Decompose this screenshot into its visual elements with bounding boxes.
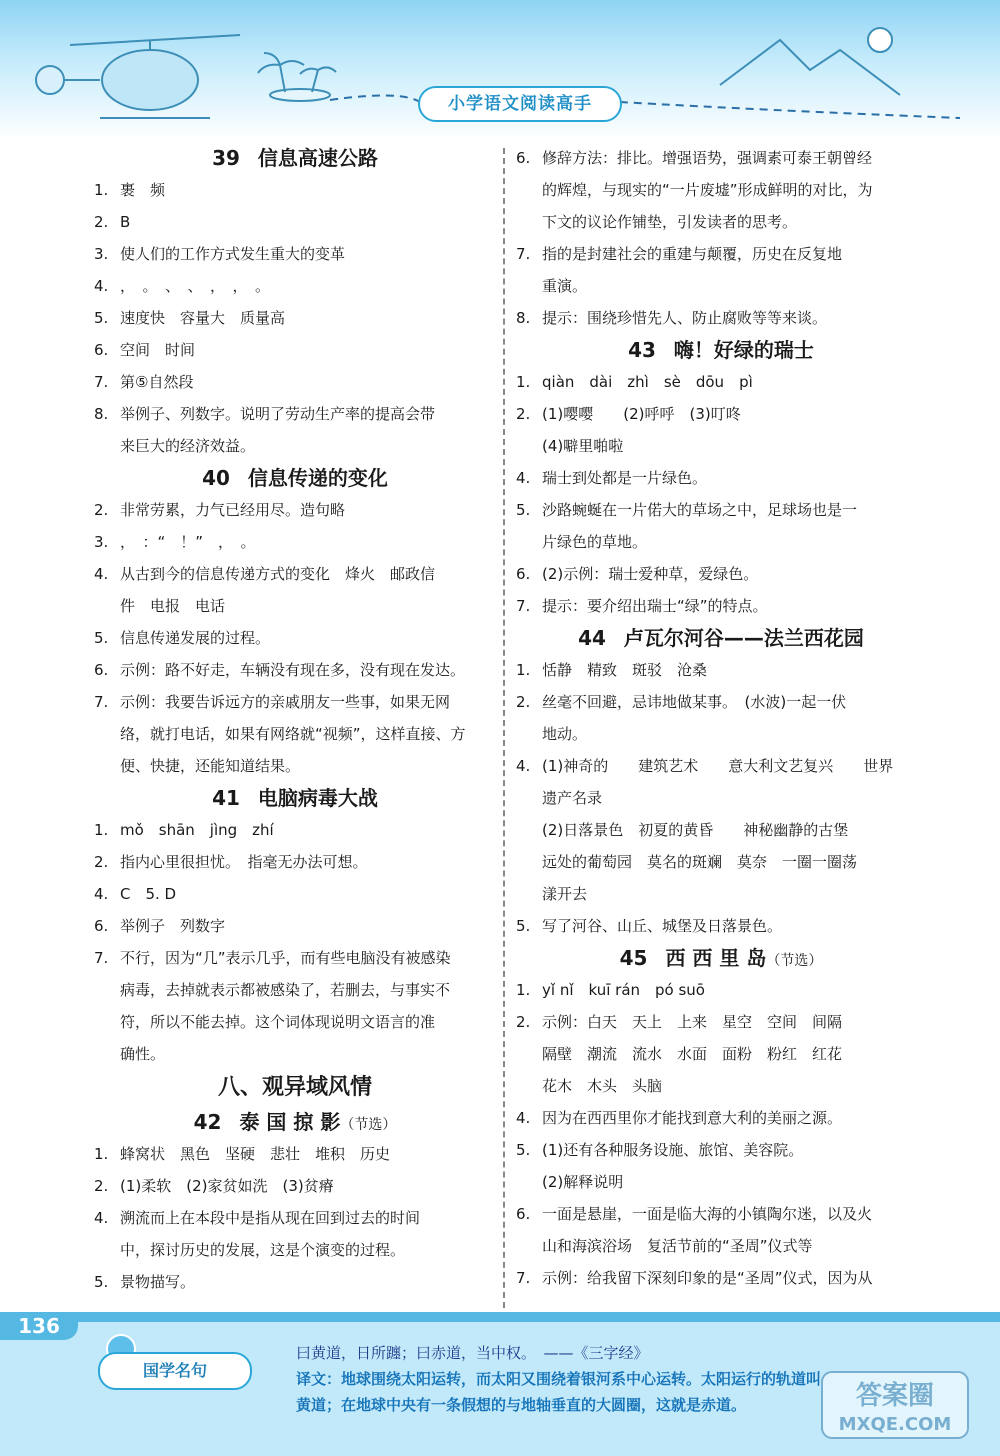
answer-item	[94, 174, 496, 206]
item-number: 2.	[94, 1177, 109, 1195]
answer-continuation: 络，就打电话，如果有网络就“视频”，这样直接、方	[120, 725, 466, 743]
item-number: 4.	[516, 469, 531, 487]
item-number: 4.	[94, 885, 109, 903]
answer-item	[516, 686, 926, 718]
item-text: (1)还有各种服务设施、旅馆、美容院。	[542, 1141, 804, 1159]
answer-item	[94, 846, 496, 878]
item-number: 3.	[94, 533, 109, 551]
section-heading	[94, 142, 496, 174]
item-number: 7.	[516, 245, 531, 263]
item-number: 8.	[94, 405, 109, 423]
answer-item	[516, 654, 926, 686]
item-text: 提示：围绕珍惜先人、防止腐败等等来谈。	[542, 309, 828, 327]
item-text: 举例子 列数字	[120, 917, 226, 935]
answer-item	[94, 494, 496, 526]
item-text: 非常劳累，力气已经用尽。造句略	[120, 501, 346, 519]
answer-item	[516, 462, 926, 494]
item-number: 5.	[516, 501, 531, 519]
item-number: 2.	[516, 1013, 531, 1031]
answer-item	[94, 334, 496, 366]
section-heading	[516, 334, 926, 366]
section-number: 44	[578, 626, 606, 650]
item-number: 2.	[94, 853, 109, 871]
item-number: 6.	[516, 565, 531, 583]
item-text: 指内心里很担忧。 指毫无办法可想。	[120, 853, 368, 871]
answer-item	[516, 750, 926, 782]
answer-item	[94, 1170, 496, 1202]
translation-line-2: 黄道；在地球中央有一条假想的与地轴垂直的大圆圈，这就是赤道。	[296, 1396, 747, 1414]
quote-line: 曰黄道，日所躔；曰赤道，当中权。 ——《三字经》	[296, 1344, 649, 1362]
item-text: 信息传递发展的过程。	[120, 629, 271, 647]
answer-item	[516, 238, 926, 270]
answer-item	[516, 558, 926, 590]
header-banner	[0, 0, 1000, 140]
page-number: 136	[0, 1312, 78, 1340]
answer-item	[94, 302, 496, 334]
item-number: 4.	[516, 1109, 531, 1127]
item-text: (1)嘤嘤 (2)呼呼 (3)叮咚	[542, 405, 741, 423]
item-number: 1.	[94, 821, 109, 839]
section-title: 信息高速公路	[257, 146, 378, 170]
answer-item	[94, 526, 496, 558]
helicopter-icon	[36, 35, 240, 118]
item-number: 1.	[516, 661, 531, 679]
item-text: 恬静 精致 斑驳 沧桑	[542, 661, 708, 679]
answer-item	[516, 398, 926, 430]
answer-continuation: 远处的葡萄园 莫名的斑斓 莫奈 一圈一圈荡	[542, 853, 858, 871]
answer-continuation: 来巨大的经济效益。	[120, 437, 256, 455]
section-number: 39	[212, 146, 240, 170]
answer-continuation: 中，探讨历史的发展，这是个演变的过程。	[120, 1241, 406, 1259]
item-text: B	[120, 213, 131, 231]
answer-item	[516, 1006, 926, 1038]
item-text: (2)示例：瑞士爱种草，爱绿色。	[542, 565, 759, 583]
item-text: 写了河谷、山丘、城堡及日落景色。	[542, 917, 783, 935]
item-text: yǐ nǐ kuī rán pó suō	[542, 981, 705, 999]
answer-item	[516, 494, 926, 526]
answer-continuation: 重演。	[542, 277, 588, 295]
item-number: 1.	[94, 1145, 109, 1163]
section-heading	[94, 462, 496, 494]
item-number: 6.	[516, 149, 531, 167]
answer-item	[516, 1198, 926, 1230]
item-text: 裹 频	[120, 181, 166, 199]
section-note: （节选）	[340, 1117, 397, 1133]
answer-continuation: (2)日落景色 初夏的黄昏 神秘幽静的古堡	[542, 821, 849, 839]
item-text: qiàn dài zhì sè dōu pì	[542, 373, 753, 391]
item-text: 丝毫不回避，忌讳地做某事。 (水波)一起一伏	[542, 693, 847, 711]
quote-badge: 国学名句	[98, 1352, 252, 1390]
item-text: 溯流而上在本段中是指从现在回到过去的时间	[120, 1209, 421, 1227]
section-number: 41	[212, 786, 240, 810]
watermark-url: MXQE.COM	[838, 1414, 952, 1435]
answer-continuation: (4)噼里啪啦	[542, 437, 624, 455]
answer-continuation: 的辉煌，与现实的“一片废墟”形成鲜明的对比，为	[542, 181, 873, 199]
answer-item	[94, 942, 496, 974]
answer-item	[94, 366, 496, 398]
answer-item	[94, 558, 496, 590]
item-text: ， 。 、 、 ， ， 。	[120, 277, 271, 295]
item-text: 使人们的工作方式发生重大的变革	[120, 245, 346, 263]
answer-continuation: 花木 木头 头脑	[542, 1077, 663, 1095]
section-number: 40	[202, 466, 230, 490]
answer-item	[516, 302, 926, 334]
item-text: 蜂窝状 黑色 坚硬 悲壮 堆积 历史	[120, 1145, 391, 1163]
item-number: 3.	[94, 245, 109, 263]
item-number: 6.	[94, 917, 109, 935]
answer-item	[94, 1266, 496, 1298]
section-number: 45	[619, 946, 648, 970]
item-text: 举例子、列数字。说明了劳动生产率的提高会带	[120, 405, 436, 423]
answer-item	[94, 398, 496, 430]
item-text: 瑞士到处都是一片绿色。	[542, 469, 708, 487]
answer-continuation: 符，所以不能去掉。这个词体现说明文语言的准	[120, 1013, 436, 1031]
item-text: 示例：白天 天上 上来 星空 空间 间隔	[542, 1013, 843, 1031]
section-title: 信息传递的变化	[247, 466, 388, 490]
item-text: 一面是悬崖，一面是临大海的小镇陶尔迷，以及火	[542, 1205, 873, 1223]
section-number: 43	[628, 338, 656, 362]
column-divider	[503, 148, 505, 1318]
answer-continuation: 便、快捷，还能知道结果。	[120, 757, 301, 775]
item-number: 7.	[516, 1269, 531, 1287]
answer-item	[94, 206, 496, 238]
answer-continuation: 漾开去	[542, 885, 588, 903]
right-column	[516, 142, 926, 1294]
item-number: 5.	[94, 309, 109, 327]
answer-continuation: 山和海滨浴场 复活节前的“圣周”仪式等	[542, 1237, 813, 1255]
section-heading	[516, 622, 926, 654]
section-heading	[516, 942, 926, 974]
item-number: 1.	[516, 981, 531, 999]
mountain-icon	[720, 28, 900, 95]
answer-item	[94, 1202, 496, 1234]
watermark-logo	[820, 1370, 970, 1440]
answer-item	[94, 622, 496, 654]
section-title: 泰 国 掠 影	[239, 1110, 341, 1134]
answer-continuation: 隔壁 潮流 流水 水面 面粉 粉红 红花	[542, 1045, 843, 1063]
answer-continuation: 片绿色的草地。	[542, 533, 648, 551]
item-number: 7.	[516, 597, 531, 615]
item-number: 4.	[94, 1209, 109, 1227]
section-title: 嗨！好绿的瑞士	[673, 338, 814, 362]
item-number: 1.	[516, 373, 531, 391]
item-number: 4.	[516, 757, 531, 775]
answer-item	[516, 590, 926, 622]
left-column	[94, 142, 496, 1298]
answer-continuation: 病毒，去掉就表示都被感染了，若删去，与事实不	[120, 981, 451, 999]
item-text: 景物描写。	[120, 1273, 196, 1291]
page-bar	[0, 1312, 1000, 1322]
answer-item	[516, 142, 926, 174]
answer-item	[94, 910, 496, 942]
section-title: 卢瓦尔河谷——法兰西花园	[623, 626, 864, 650]
item-text: 修辞方法：排比。增强语势，强调素可泰王朝曾经	[542, 149, 873, 167]
item-number: 5.	[516, 1141, 531, 1159]
item-number: 5.	[94, 629, 109, 647]
answer-continuation: 确性。	[120, 1045, 166, 1063]
item-text: 速度快 容量大 质量高	[120, 309, 286, 327]
item-text: (1)神奇的 建筑艺术 意大利文艺复兴 世界	[542, 757, 894, 775]
item-number: 6.	[94, 341, 109, 359]
item-text: C 5. D	[120, 885, 177, 903]
palm-tree-icon	[258, 53, 336, 101]
item-number: 4.	[94, 277, 109, 295]
item-number: 7.	[94, 693, 109, 711]
answer-item	[516, 1262, 926, 1294]
answer-continuation: 地动。	[542, 725, 588, 743]
watermark-text: 答案圈	[855, 1381, 935, 1411]
answer-item	[94, 686, 496, 718]
item-number: 6.	[516, 1205, 531, 1223]
answer-continuation: 下文的议论作铺垫，引发读者的思考。	[542, 213, 798, 231]
answer-item	[516, 1102, 926, 1134]
item-number: 2.	[516, 693, 531, 711]
answer-item	[94, 654, 496, 686]
series-title: 小学语文阅读高手	[418, 86, 622, 122]
item-number: 1.	[94, 181, 109, 199]
item-number: 2.	[516, 405, 531, 423]
section-heading	[94, 1106, 496, 1138]
item-text: 不行，因为“几”表示几乎，而有些电脑没有被感染	[120, 949, 451, 967]
answer-continuation: 遗产名录	[542, 789, 603, 807]
answer-continuation: 件 电报 电话	[120, 597, 226, 615]
item-text: 示例：给我留下深刻印象的是“圣周”仪式，因为从	[542, 1269, 873, 1287]
item-text: 因为在西西里你才能找到意大利的美丽之源。	[542, 1109, 843, 1127]
answer-item	[94, 1138, 496, 1170]
item-number: 8.	[516, 309, 531, 327]
item-text: 示例：路不好走，车辆没有现在多，没有现在发达。	[120, 661, 466, 679]
translation-line: 译文：地球围绕太阳运转，而太阳又围绕着银河系中心运转。太阳运行的轨道叫	[296, 1370, 822, 1388]
item-number: 7.	[94, 949, 109, 967]
item-number: 5.	[94, 1273, 109, 1291]
item-number: 6.	[94, 661, 109, 679]
section-heading	[94, 782, 496, 814]
item-number: 2.	[94, 501, 109, 519]
answer-item	[516, 974, 926, 1006]
item-text: 第⑤自然段	[120, 373, 194, 391]
section-note: （节选）	[766, 953, 823, 969]
answer-item	[516, 366, 926, 398]
unit-heading: 八、观异域风情	[217, 1075, 372, 1100]
item-text: 指的是封建社会的重建与颠覆，历史在反复地	[542, 245, 843, 263]
item-text: ， ：“ ！” ， 。	[120, 533, 256, 551]
item-number: 2.	[94, 213, 109, 231]
answer-item	[94, 814, 496, 846]
answer-item	[94, 270, 496, 302]
section-title: 电脑病毒大战	[257, 786, 378, 810]
item-text: 从古到今的信息传递方式的变化 烽火 邮政信	[120, 565, 436, 583]
section-title: 西 西 里 岛	[665, 946, 767, 970]
answer-continuation: (2)解释说明	[542, 1173, 624, 1191]
item-number: 4.	[94, 565, 109, 583]
answer-item	[94, 878, 496, 910]
answer-item	[94, 238, 496, 270]
item-number: 7.	[94, 373, 109, 391]
section-number: 42	[193, 1110, 222, 1134]
item-text: 沙路蜿蜒在一片偌大的草场之中，足球场也是一	[542, 501, 858, 519]
item-text: 空间 时间	[120, 341, 196, 359]
answer-item	[516, 1134, 926, 1166]
answer-item	[516, 910, 926, 942]
item-text: mǒ shān jìng zhí	[120, 821, 274, 839]
item-text: 提示：要介绍出瑞士“绿”的特点。	[542, 597, 768, 615]
item-number: 5.	[516, 917, 531, 935]
item-text: 示例：我要告诉远方的亲戚朋友一些事，如果无网	[120, 693, 451, 711]
item-text: (1)柔软 (2)家贫如洗 (3)贫瘠	[120, 1177, 334, 1195]
